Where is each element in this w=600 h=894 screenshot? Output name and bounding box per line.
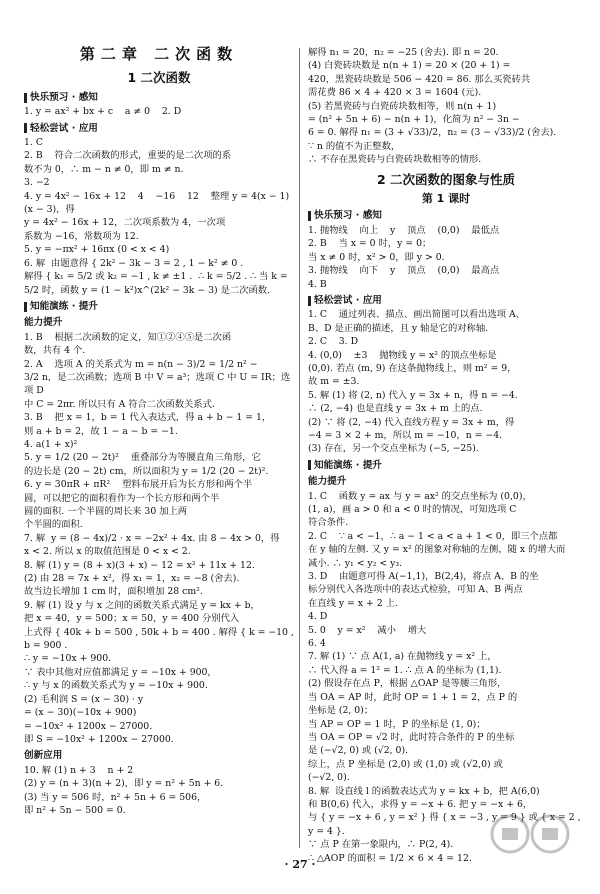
answer-line: 则 a + b = 2，故 1 − a − b = −1. — [24, 425, 178, 437]
answer-line: 故 m = ±3. — [308, 376, 360, 388]
answer-line: 综上，点 P 坐标是 (2,0) 或 (1,0) 或 (√2,0) 或 — [308, 758, 503, 770]
answer-line: 1. C 通过列表、描点、画出简图可以看出选项 A、 — [308, 309, 526, 321]
answer-line: (2) 假设存在点 P，根据 △OAP 是等腰三角形， — [308, 678, 507, 690]
subsection-heading: 能力提升 — [308, 476, 347, 488]
answer-line: 2. B 当 x = 0 时，y = 0； — [308, 238, 432, 250]
answer-line: (−√2, 0). — [308, 772, 350, 784]
lesson-title: 第 1 课时 — [421, 192, 471, 206]
answer-line: (3) 存在，另一个交点坐标为 (−5, −25). — [308, 443, 479, 455]
answer-line: 个半圆的面积. — [24, 519, 83, 531]
answer-line: 1. 抛物线 向上 y 顶点 (0,0) 最低点 — [308, 224, 500, 236]
answer-line: = −10x² + 1200x − 27000. — [24, 720, 153, 732]
tag-marker-icon — [308, 460, 311, 470]
answer-line: 在 y 轴的左侧. 又 y = x² 的图象对称轴的左侧，随 x 的增大而 — [308, 544, 566, 556]
answer-line: 6. y = 30πR + πR² 塑料布展开后为长方形和两个半 — [24, 479, 253, 491]
answer-line: 上式得 { 40k + b = 500 , 50k + b = 400 . 解得 { k = −10 , b = 900 . — [24, 626, 297, 652]
answer-line: 3. −2 — [24, 177, 50, 189]
answer-line: 2. C 3. D — [308, 336, 359, 348]
answer-line: 当 OA = AP 时，此时 OP = 1 + 1 = 2，点 P 的 — [308, 691, 518, 703]
answer-line: ∴ △AOP 的面积 = 1/2 × 6 × 4 = 12. — [308, 852, 472, 864]
answer-line: 2. B 符合二次函数的形式，重要的是二次项的系 — [24, 150, 232, 162]
answer-line: 6. 4 — [308, 638, 326, 650]
section-tag: 知能演练 · 提升 — [24, 300, 294, 313]
answer-line: 5. 0 y = x² 减小 增大 — [308, 624, 427, 636]
page-number: · 27 · — [284, 858, 316, 871]
answer-line: 3. B 把 x = 1，b = 1 代入表达式，得 a + b − 1 = 1， — [24, 412, 272, 424]
answer-line: 数，共有 4 个. — [24, 345, 86, 357]
answer-line: 5. y = −πx² + 16πx (0 < x < 4) — [24, 244, 170, 256]
column-divider — [299, 48, 300, 848]
answer-line: ∴ y = −10x + 900. — [24, 653, 112, 665]
section-tag: 快乐预习 · 感知 — [308, 209, 584, 222]
answer-line: 420，黑瓷砖块数是 506 − 420 = 86. 那么买瓷砖共 — [308, 73, 531, 85]
answer-line: ∵ n 的值不为正整数， — [308, 140, 401, 152]
right-answers-continued — [308, 46, 584, 167]
answer-line: (3) 当 y = 506 时，n² + 5n + 6 = 506， — [24, 791, 207, 803]
answer-line: (1, a)，画 a > 0 和 a < 0 时的情况，可知选项 C — [308, 504, 517, 515]
answer-line: 8. 解 设直线 l 的函数表达式为 y = kx + b，把 A(6,0) — [308, 785, 540, 797]
tag-marker-icon — [24, 93, 27, 103]
answer-line: 1. y = ax² + bx + c a ≠ 0 2. D — [24, 106, 182, 118]
answer-line: (4) 白瓷砖块数是 n(n + 1) = 20 × (20 + 1) = — [308, 60, 511, 72]
answer-line: 解得 n₁ = 20，n₂ = −25 (舍去). 即 n = 20. — [308, 47, 499, 58]
tag-marker-icon — [24, 302, 27, 312]
section-tag: 知能演练 · 提升 — [308, 459, 584, 472]
answer-line: 3. 抛物线 向下 y 顶点 (0,0) 最高点 — [308, 265, 500, 277]
answer-line: 即 S = −10x² + 1200x − 27000. — [24, 733, 174, 745]
answer-line: 7. 解 (1) ∵ 点 A(1, a) 在抛物线 y = x² 上， — [308, 651, 497, 663]
answer-line: ∴ (2, −4) 也是直线 y = 3x + m 上的点. — [308, 403, 483, 415]
answer-line: 数不为 0，∴ m − n ≠ 0，即 m ≠ n. — [24, 163, 184, 175]
subsection-heading: 创新应用 — [24, 750, 63, 762]
answer-line: 2. C ∵ a < −1，∴ a − 1 < a < a + 1 < 0，即三个点都 — [308, 530, 558, 542]
answer-line: 故当边长增加 1 cm 时，面积增加 28 cm². — [24, 586, 203, 598]
answer-line: 6 = 0. 解得 n₁ = (3 + √33)/2，n₂ = (3 − √33)/2 (舍去). — [308, 127, 557, 139]
answer-line: 圆，可以把它的面积看作为一个长方形和两个半 — [24, 492, 220, 504]
answer-line: 即 n² + 5n − 500 = 0. — [24, 804, 126, 816]
answer-line: 10. 解 (1) n + 3 n + 2 — [24, 764, 134, 776]
answer-line: 是 (−√2, 0) 或 (√2, 0). — [308, 745, 409, 757]
answer-line: 3/2 n，是二次函数；选项 B 中 V = a³；选项 C 中 U = IR；选项 D — [24, 371, 291, 397]
answer-line: (0,0). 若点 (m, 9) 在这条抛物线上，则 m² = 9， — [308, 362, 517, 374]
answer-line: 6. 解 由题意得 { 2k² − 3k − 3 = 2 , 1 − k² ≠ 0 . — [24, 257, 244, 269]
answer-line: 4. a(1 + x)² — [24, 438, 78, 450]
answer-line: 在直线 y = x + 2 上. — [308, 597, 398, 609]
answer-line: ∴ 代入得 a = 1² = 1. ∴ 点 A 的坐标为 (1,1). — [308, 664, 502, 676]
answer-line: 5/2 时，函数 y = (1 − k²)x^(2k² − 3k − 3) 是二次函数. — [24, 284, 271, 296]
answer-line: (2) ∵ 将 (2, −4) 代入直线方程 y = 3x + m，得 — [308, 416, 515, 428]
section-tag: 快乐预习 · 感知 — [24, 91, 294, 104]
answer-line: 圆的面积. 一个半圆的周长来 30 加上两 — [24, 506, 188, 517]
answer-line: 中 C = 2πr. 所以只有 A 符合二次函数关系式. — [24, 398, 215, 410]
answer-line: 当 x ≠ 0 时，x² > 0，即 y > 0. — [308, 251, 445, 263]
answer-line: 需花费 86 × 4 + 420 × 3 = 1604 (元). — [308, 87, 482, 99]
answer-line: 2. A 选项 A 的关系式为 m = n(n − 3)/2 = 1/2 n² − — [24, 358, 258, 370]
answer-line: 系数为 −16，常数项为 12. — [24, 230, 139, 242]
answer-line: x < 2. 所以 x 的取值范围是 0 < x < 2. — [24, 546, 191, 558]
answer-line: 9. 解 (1) 设 y 与 x 之间的函数关系式满足 y = kx + b， — [24, 599, 260, 611]
answer-line: 1. C 函数 y = ax 与 y = ax² 的交点坐标为 (0,0)， — [308, 490, 532, 502]
answer-line: ∴ y 与 x 的函数关系式为 y = −10x + 900. — [24, 680, 208, 692]
answer-line: 1. C — [24, 137, 43, 149]
section-title: 1 二次函数 — [127, 70, 191, 86]
answer-line: 3. D 由题意可得 A(−1,1)，B(2,4)，将点 A、B 的坐 — [308, 571, 539, 583]
answer-line: 7. 解 y = (8 − 4x)/2 · x = −2x² + 4x. 由 8 − 4x > 0，得 — [24, 532, 280, 544]
answer-line: = (n² + 5n + 6) − n(n + 1)，化简为 n² − 3n − — [308, 114, 520, 126]
tag-marker-icon — [308, 211, 311, 221]
answer-line: ∵ 表中其他对应值都满足 y = −10x + 900， — [24, 666, 217, 678]
right-column — [308, 46, 584, 865]
answer-line: 当 AP = OP = 1 时，P 的坐标是 (1, 0)； — [308, 718, 486, 730]
answer-line: 的边长是 (20 − 2t) cm，所以面积为 y = 1/2 (20 − 2t)². — [24, 465, 269, 477]
answer-line: 5. 解 (1) 将 (2, n) 代入 y = 3x + n，得 n = −4. — [308, 389, 518, 401]
answer-line: y = 4x² − 16x + 12，二次项系数为 4，一次项 — [24, 217, 226, 229]
answer-line: = (x − 30)(−10x + 900) — [24, 707, 137, 719]
tag-marker-icon — [308, 296, 311, 306]
answer-line: 当 OA = OP = √2 时，此时符合条件的 P 的坐标 — [308, 731, 515, 743]
answer-line: 减小. ∴ y₁ < y₂ < y₃. — [308, 557, 403, 569]
answer-line: 5. y = 1/2 (20 − 2t)² 重叠部分为等腰直角三角形，它 — [24, 452, 261, 464]
answer-line: 和 B(0,6) 代入，求得 y = −x + 6. 把 y = −x + 6， — [308, 798, 533, 810]
answer-line: ∴ 不存在黑瓷砖与白瓷砖块数相等的情形. — [308, 154, 482, 166]
answer-line: 4. B — [308, 278, 327, 290]
answer-line: 符合条件. — [308, 517, 349, 529]
left-answers — [24, 91, 297, 818]
answer-line: 解得 { k₁ = 5/2 或 k₂ = −1 , k ≠ ±1 . ∴ k = 5/2 . ∴ 当 k = — [24, 271, 288, 283]
answer-line: (5) 若黑瓷砖与白瓷砖块数相等，则 n(n + 1) — [308, 100, 497, 112]
section-title: 2 二次函数的图象与性质 — [376, 171, 516, 187]
watermark-logo — [488, 812, 588, 882]
answer-line: 4. (0,0) ±3 抛物线 y = x² 的顶点坐标是 — [308, 349, 497, 361]
answer-line: ∵ 点 P 在第一象限内，∴ P(2, 4). — [308, 839, 454, 851]
answer-line: 标分别代入各选项中的表达式检验，可知 A、B 两点 — [308, 584, 523, 596]
answer-line: (2) 毛利润 S = (x − 30) · y — [24, 693, 144, 705]
answer-line: B、D 是正确的描述，且 y 轴是它的对称轴. — [308, 322, 489, 334]
answer-line: 把 x = 40，y = 500；x = 50，y = 400 分别代入 — [24, 613, 240, 625]
section-tag: 轻松尝试 · 应用 — [308, 294, 584, 307]
answer-line: 坐标是 (2, 0)； — [308, 705, 374, 717]
chapter-title: 第二章 二次函数 — [79, 45, 239, 63]
answer-line: −4 = 3 × 2 + m，所以 m = −10，n = −4. — [308, 429, 503, 441]
right-answers — [308, 209, 584, 865]
subsection-heading: 能力提升 — [24, 317, 63, 329]
answer-line: 1. B 根据二次函数的定义，知①②④⑤是二次函 — [24, 331, 232, 343]
tag-marker-icon — [24, 123, 27, 133]
answer-line: 与 { y = −x + 6 , y = x² } 得 { x = −3 , y = 9 } 或 { x = 2 , y = 4 }. — [308, 812, 584, 837]
answer-line: 4. D — [308, 611, 328, 623]
answer-line: 8. 解 (1) y = (8 + x)(3 + x) − 12 = x² + 11x + 12. — [24, 559, 255, 571]
section-tag: 轻松尝试 · 应用 — [24, 122, 294, 135]
answer-line: (2) y = (n + 3)(n + 2)，即 y = n² + 5n + 6. — [24, 778, 224, 790]
left-column — [24, 45, 297, 817]
answer-line: 4. y = 4x² − 16x + 12 4 −16 12 整理 y = 4(x − 1)(x − 3)，得 — [24, 190, 290, 216]
answer-line: (2) 由 28 = 7x + x²，得 x₁ = 1，x₂ = −8 (舍去). — [24, 573, 240, 585]
